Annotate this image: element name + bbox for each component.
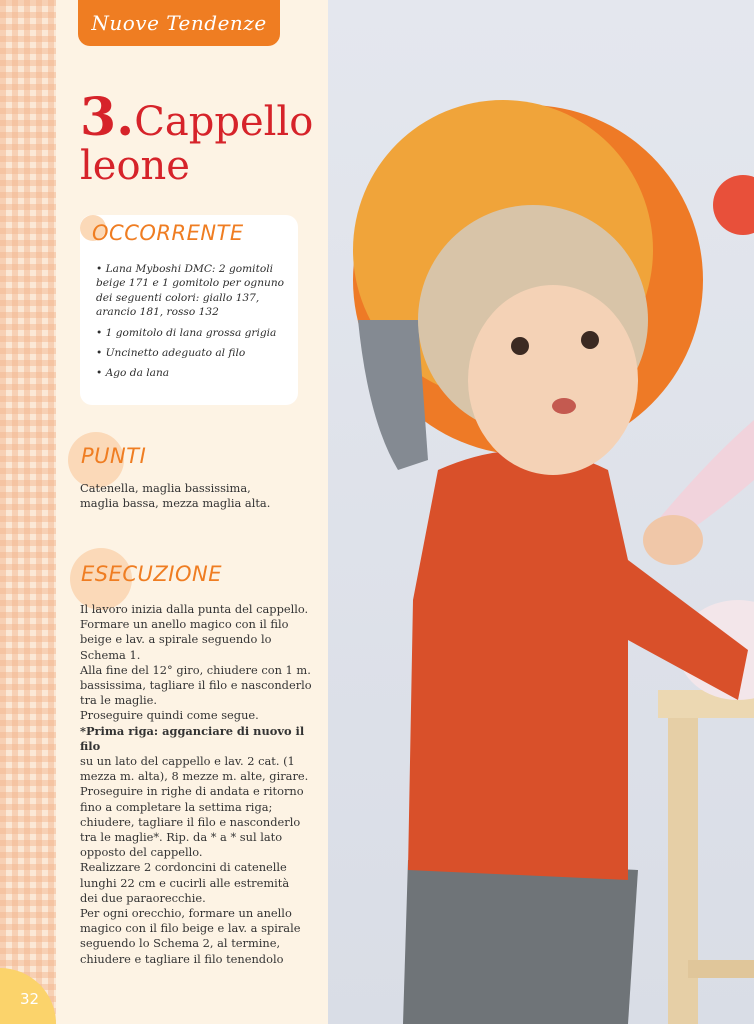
list-item: • Ago da lana <box>96 366 292 380</box>
list-item: • Lana Myboshi DMC: 2 gomitoli beige 171 e 1 gomitolo per ognuno dei seguenti colori: giallo 137, arancio 181, rosso 132 <box>96 262 292 320</box>
text-line: Il lavoro inizia dalla punta del cappello. <box>80 602 309 616</box>
mouth <box>552 398 576 414</box>
punti-heading: PUNTI <box>81 444 147 468</box>
text-line: Per ogni orecchio, formare un anello <box>80 906 292 921</box>
title-line2: leone <box>80 143 190 189</box>
text-line: bassissima, tagliare il filo e nasconderlo <box>80 678 312 693</box>
right-eye <box>581 331 599 349</box>
child-face <box>468 285 638 475</box>
title-number: 3. <box>80 87 135 148</box>
gingham-border <box>0 0 56 1024</box>
text-line: Formare un anello magico con il filo <box>80 617 289 632</box>
text-line: mezza m. alta), 8 mezze m. alte, girare. <box>80 769 309 784</box>
child-hand <box>643 515 703 565</box>
text-line: *Prima riga: agganciare di nuovo il filo <box>80 723 305 753</box>
text-line: Catenella, maglia bassissima, <box>80 481 251 495</box>
page-title <box>80 87 314 189</box>
text-line: chiudere e tagliare il filo tenendolo <box>80 951 284 966</box>
text-line: magico con il filo beige e lav. a spirale <box>80 921 301 936</box>
text-line: opposto del cappello. <box>80 845 203 860</box>
yarn-mane-grey <box>358 320 428 470</box>
photo-toddler-lion-hat <box>328 0 754 1024</box>
text-line: Alla fine del 12° giro, chiudere con 1 m. <box>80 662 311 677</box>
section-tag: Nuove Tendenze <box>78 0 280 46</box>
text-line: fino a completare la settima riga; <box>80 799 273 814</box>
text-line: Realizzare 2 cordoncini di catenelle <box>80 860 287 875</box>
text-line: su un lato del cappello e lav. 2 cat. (1 <box>80 754 295 769</box>
text-line: dei due paraorecchie. <box>80 890 206 905</box>
title-line1: Cappello <box>134 99 314 145</box>
esecuzione-text <box>80 602 320 967</box>
red-pompom <box>713 175 754 235</box>
text-line: beige e lav. a spirale seguendo lo <box>80 632 272 647</box>
text-line: lunghi 22 cm e cucirli alle estremità <box>80 875 290 890</box>
materials-list <box>96 262 292 387</box>
list-item: • Uncinetto adeguato al filo <box>96 346 292 360</box>
pants <box>403 860 638 1024</box>
page-number: 32 <box>20 990 40 1008</box>
text-line: seguendo lo Schema 2, al termine, <box>80 936 281 951</box>
text-line: Proseguire in righe di andata e ritorno <box>80 784 304 799</box>
left-eye <box>511 337 529 355</box>
list-item: • 1 gomitolo di lana grossa grigia <box>96 326 292 340</box>
text-line: Schema 1. <box>80 647 141 662</box>
occorrente-heading: OCCORRENTE <box>92 221 244 245</box>
stool-rung <box>688 960 754 978</box>
text-line: maglia bassa, mezza maglia alta. <box>80 496 271 511</box>
text-line: tra le maglie. <box>80 693 157 708</box>
text-line: tra le maglie*. Rip. da * a * sul lato <box>80 830 283 845</box>
text-line: Proseguire quindi come segue. <box>80 708 259 723</box>
punti-text <box>80 481 270 511</box>
photo-illustration <box>328 0 754 1024</box>
text-line: chiudere, tagliare il filo e nasconderlo <box>80 814 301 829</box>
esecuzione-heading: ESECUZIONE <box>81 562 222 586</box>
